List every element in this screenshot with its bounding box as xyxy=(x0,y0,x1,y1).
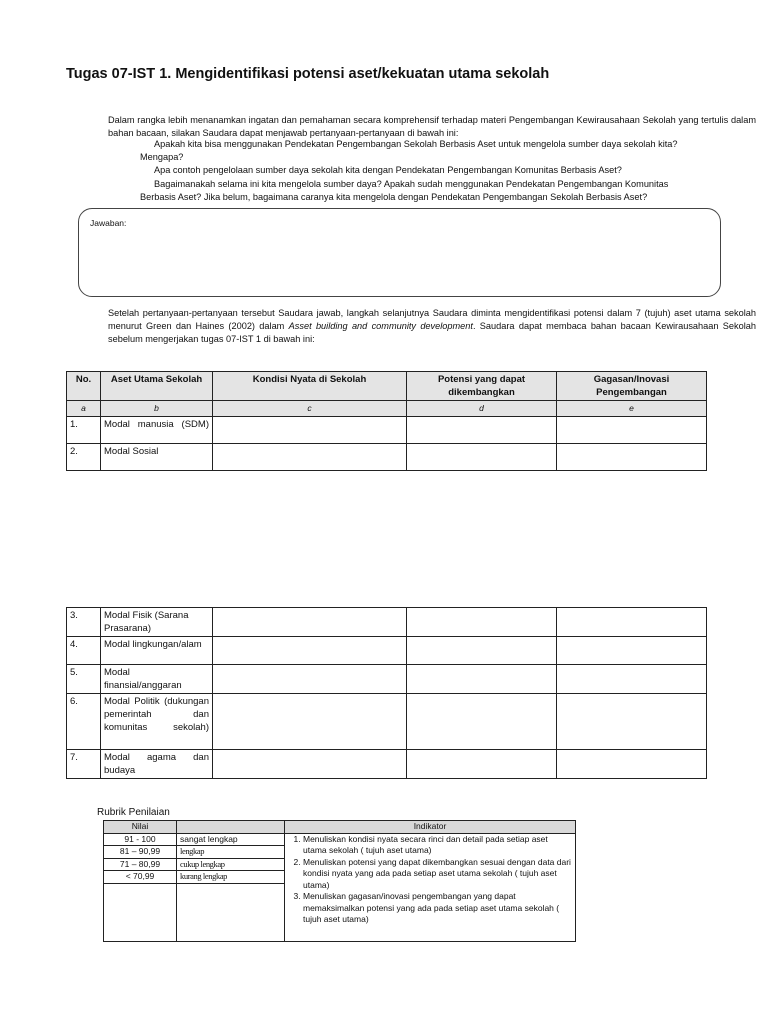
rubric-empty-cell xyxy=(177,883,285,941)
condition-cell[interactable] xyxy=(213,417,407,444)
row-asset: Modal finansial/anggaran xyxy=(101,665,213,694)
row-asset: Modal lingkungan/alam xyxy=(101,637,213,665)
innovation-cell[interactable] xyxy=(557,637,707,665)
indicator-list xyxy=(285,833,576,941)
row-number: 3. xyxy=(67,608,101,637)
header-innovation: Gagasan/Inovasi Pengembangan xyxy=(557,372,707,401)
header-potential: Potensi yang dapat dikembangkan xyxy=(407,372,557,401)
row-asset: Modal Fisik (Sarana Prasarana) xyxy=(101,608,213,637)
row-asset: Modal agama dan budaya xyxy=(101,750,213,779)
row-number: 7. xyxy=(67,750,101,779)
intro-paragraph: Dalam rangka lebih menanamkan ingatan dan pemahaman secara komprehensif terhadap materi Pengembangan Kewirausahaan Sekolah yang tertulis dalam bahan bacaan, silakan Saudara dapat menjawab pertanyaan-pertanyaan di bawah ini: xyxy=(108,115,756,138)
row-number: 6. xyxy=(67,694,101,750)
score-label: lengkap xyxy=(177,846,285,859)
row-number: 1. xyxy=(67,417,101,444)
innovation-cell[interactable] xyxy=(557,417,707,444)
condition-cell[interactable] xyxy=(213,444,407,471)
innovation-cell[interactable] xyxy=(557,750,707,779)
score-label: sangat lengkap xyxy=(177,833,285,846)
score-range: 81 – 90,99 xyxy=(104,846,177,859)
asset-table-part-2 xyxy=(66,607,707,779)
table-row xyxy=(67,417,707,444)
innovation-cell[interactable] xyxy=(557,444,707,471)
score-range: < 70,99 xyxy=(104,871,177,884)
row-asset: Modal Sosial xyxy=(101,444,213,471)
table-row xyxy=(67,694,707,750)
potential-cell[interactable] xyxy=(407,750,557,779)
indicator-item: 2. Menuliskan potensi yang dapat dikembangkan sesuai dengan data dari kondisi nyata yang ada pada setiap aset utama sekolah ( tujuh aset utama) xyxy=(303,857,572,892)
potential-cell[interactable] xyxy=(407,694,557,750)
innovation-cell[interactable] xyxy=(557,608,707,637)
score-label: kurang lengkap xyxy=(177,871,285,884)
instruction-paragraph xyxy=(108,307,756,346)
row-number: 2. xyxy=(67,444,101,471)
question-1: Apakah kita bisa menggunakan Pendekatan Pengembangan Sekolah Berbasis Aset untuk mengelola sumber daya sekolah kita? xyxy=(154,139,678,149)
header-asset: Aset Utama Sekolah xyxy=(101,372,213,401)
question-2: Apa contoh pengelolaan sumber daya sekolah kita dengan Pendekatan Pengembangan Komunitas Berbasis Aset? xyxy=(154,165,622,175)
rubric-header-nilai: Nilai xyxy=(104,821,177,834)
rubric-header-blank xyxy=(177,821,285,834)
potential-cell[interactable] xyxy=(407,608,557,637)
innovation-cell[interactable] xyxy=(557,694,707,750)
question-3-continuation: Berbasis Aset? Jika belum, bagaimana caranya kita mengelola dengan Pendekatan Pengembangan Sekolah Berbasis Aset? xyxy=(140,192,648,202)
table-row xyxy=(67,608,707,637)
rubric-header-indikator: Indikator xyxy=(285,821,576,834)
question-1-continuation: Mengapa? xyxy=(140,152,184,162)
table-row xyxy=(67,750,707,779)
book-title: Asset building and community development xyxy=(288,321,473,331)
asset-table-part-1 xyxy=(66,371,707,471)
innovation-cell[interactable] xyxy=(557,665,707,694)
score-range: 91 - 100 xyxy=(104,833,177,846)
rubric-table xyxy=(103,820,576,942)
score-label: cukup lengkap xyxy=(177,858,285,871)
potential-cell[interactable] xyxy=(407,444,557,471)
column-letter: b xyxy=(101,401,213,417)
condition-cell[interactable] xyxy=(213,637,407,665)
condition-cell[interactable] xyxy=(213,694,407,750)
page-title: Tugas 07-IST 1. Mengidentifikasi potensi aset/kekuatan utama sekolah xyxy=(66,66,550,82)
table-row xyxy=(67,637,707,665)
column-letter: e xyxy=(557,401,707,417)
header-no: No. xyxy=(67,372,101,401)
header-condition: Kondisi Nyata di Sekolah xyxy=(213,372,407,401)
table-row xyxy=(67,444,707,471)
column-letter: d xyxy=(407,401,557,417)
potential-cell[interactable] xyxy=(407,665,557,694)
question-3: Bagaimanakah selama ini kita mengelola sumber daya? Apakah sudah menggunakan Pendekatan Pengembangan Komunitas xyxy=(154,179,669,189)
indicator-item: 1. Menuliskan kondisi nyata secara rinci dan detail pada setiap aset utama sekolah ( tujuh aset utama) xyxy=(303,834,572,857)
column-letter: a xyxy=(67,401,101,417)
potential-cell[interactable] xyxy=(407,417,557,444)
indicator-item: 3. Menuliskan gagasan/inovasi pengembangan yang dapat memaksimalkan potensi yang ada pada setiap aset utama sekolah ( tujuh aset utama) xyxy=(303,891,572,926)
answer-label: Jawaban: xyxy=(90,218,127,228)
answer-box[interactable] xyxy=(78,208,721,297)
row-asset: Modal Politik (dukungan pemerintah dan komunitas sekolah) xyxy=(101,694,213,750)
table-row xyxy=(67,665,707,694)
score-range: 71 – 80,99 xyxy=(104,858,177,871)
rubric-title: Rubrik Penilaian xyxy=(97,807,170,818)
rubric-empty-cell xyxy=(104,883,177,941)
row-number: 4. xyxy=(67,637,101,665)
column-letter: c xyxy=(213,401,407,417)
row-asset: Modal manusia (SDM) xyxy=(101,417,213,444)
row-number: 5. xyxy=(67,665,101,694)
condition-cell[interactable] xyxy=(213,608,407,637)
condition-cell[interactable] xyxy=(213,750,407,779)
instruction-text-end: . Saudara dapat membaca bahan bacaan Kewirausahaan Sekolah sebelum mengerjakan tugas 07-IST 1 di bawah ini: xyxy=(108,321,756,344)
condition-cell[interactable] xyxy=(213,665,407,694)
potential-cell[interactable] xyxy=(407,637,557,665)
instruction-text: Setelah pertanyaan-pertanyaan tersebut Saudara jawab, langkah selanjutnya Saudara diminta mengidentifikasi potensi dalam 7 (tujuh) aset utama sekolah menurut Green dan Haines (2002) dalam xyxy=(108,308,756,331)
